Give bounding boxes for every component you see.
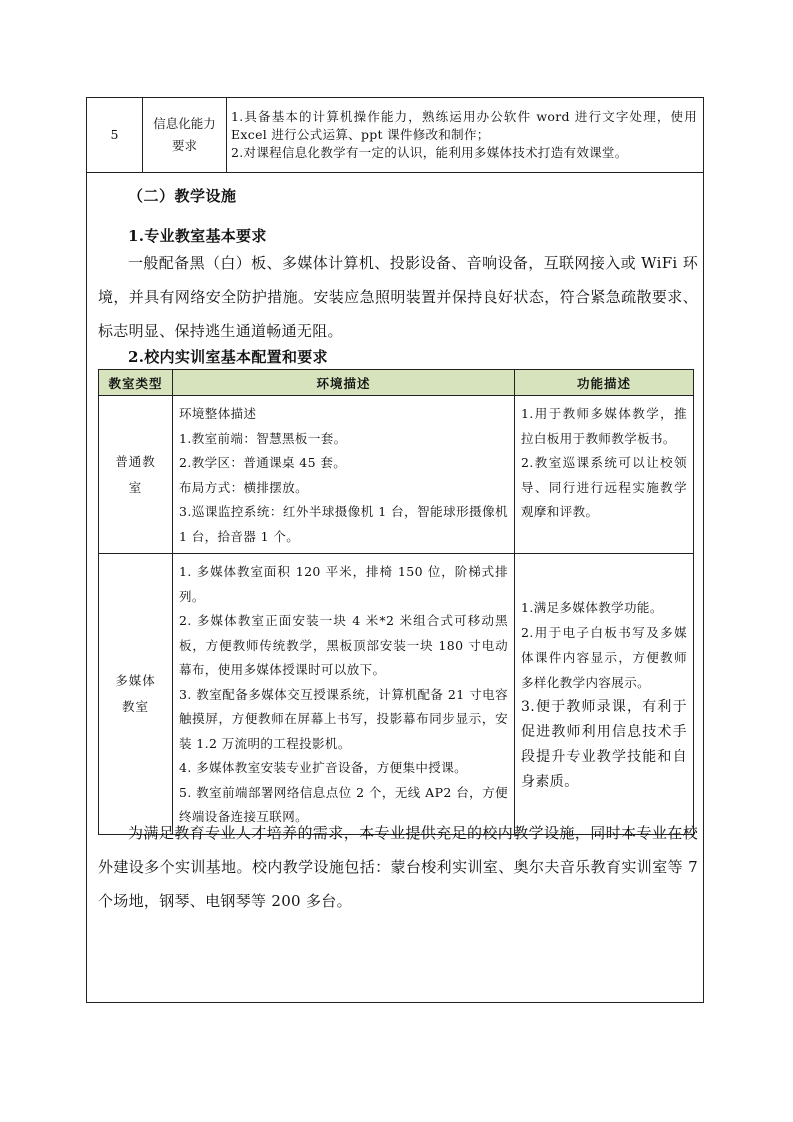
func-line: 1.用于教师多媒体教学，推拉白板用于教师教学板书。 [521,406,687,446]
env-line: 2. 多媒体教室正面安装一块 4 米*2 米组合式可移动黑板，方便教师传统教学，黑板顶部安装一块 180 寸电动幕布，使用多媒体授课时可以放下。 [179,613,508,677]
env-line: 5. 教室前端部署网络信息点位 2 个，无线 AP2 台，方便终端设备连接互联网。 [179,784,508,824]
func-line: 2.用于电子白板书写及多媒体课件内容显示，方便教师多样化教学内容展示。 [521,624,687,690]
function-description [515,396,694,554]
env-line: 2.教学区：普通课桌 45 套。 [179,455,347,470]
info-requirement-table [86,97,704,173]
classroom-requirement-paragraph: 一般配备黑（白）板、多媒体计算机、投影设备、音响设备，互联网接入或 WiFi 环境，并具有网络安全防护措施。安装应急照明装置并保持良好状态，符合紧急疏散要求、标志明显、保持逃生通道畅通无阻。 [98,254,698,340]
header-room-type: 教室类型 [99,370,173,396]
function-description [515,554,694,835]
env-line: 3.巡课监控系统：红外半球摄像机 1 台，智能球形摄像机 1 台，拾音器 1 个。 [179,504,508,544]
room-type: 普通教室 [99,396,173,554]
env-line: 1.教室前端：智慧黑板一套。 [179,430,347,446]
section-title: （二）教学设施 [128,187,237,205]
requirement-description [227,98,704,173]
func-line: 3.便于教师录课，有利于促进教师利用信息技术手段提升专业教学技能和自身素质。 [521,698,687,790]
header-environment: 环境描述 [173,370,515,396]
closing-paragraph: 为满足教育专业人才培养的需求，本专业提供充足的校内教学设施，同时本专业在校外建设多个实训基地。校内教学设施包括：蒙台梭利实训室、奥尔夫音乐教育实训室等 7 个场地，钢琴、电钢琴等 200 多台。 [98,824,698,910]
requirement-line: 1.具备基本的计算机操作能力，熟练运用办公软件 word 进行文字处理，使用 Excel 进行公式运算、ppt 课件修改和制作； [231,109,697,142]
env-line: 环境整体描述 [179,406,257,421]
env-line: 4. 多媒体教室安装专业扩音设备，方便集中授课。 [179,760,468,775]
func-line: 1.满足多媒体教学功能。 [521,599,663,615]
environment-description [173,554,515,835]
env-line: 3. 教室配备多媒体交互授课系统，计算机配备 21 寸电容触摸屏，方便教师在屏幕上书写，投影幕布同步显示，安装 1.2 万流明的工程投影机。 [179,686,508,751]
header-function: 功能描述 [515,370,694,396]
table-row [99,396,694,554]
requirement-name: 信息化能力要求 [143,98,227,173]
env-line: 1. 多媒体教室面积 120 平米，排椅 150 位，阶梯式排列。 [179,564,508,604]
lab-config-table [98,369,694,835]
room-type: 多媒体教室 [99,554,173,835]
environment-description [173,396,515,554]
func-line: 2.教室巡课系统可以让校领导、同行进行远程实施教学观摩和评教。 [521,455,687,519]
table-row [87,98,704,173]
env-line: 布局方式：横排摆放。 [179,479,309,495]
table-row [99,554,694,835]
subsection-title-lab: 2.校内实训室基本配置和要求 [128,348,328,366]
table-header-row [99,370,694,396]
requirement-line: 2.对课程信息化教学有一定的认识，能利用多媒体技术打造有效课堂。 [231,145,628,160]
row-number: 5 [87,98,143,173]
subsection-title-classroom: 1.专业教室基本要求 [128,227,267,245]
